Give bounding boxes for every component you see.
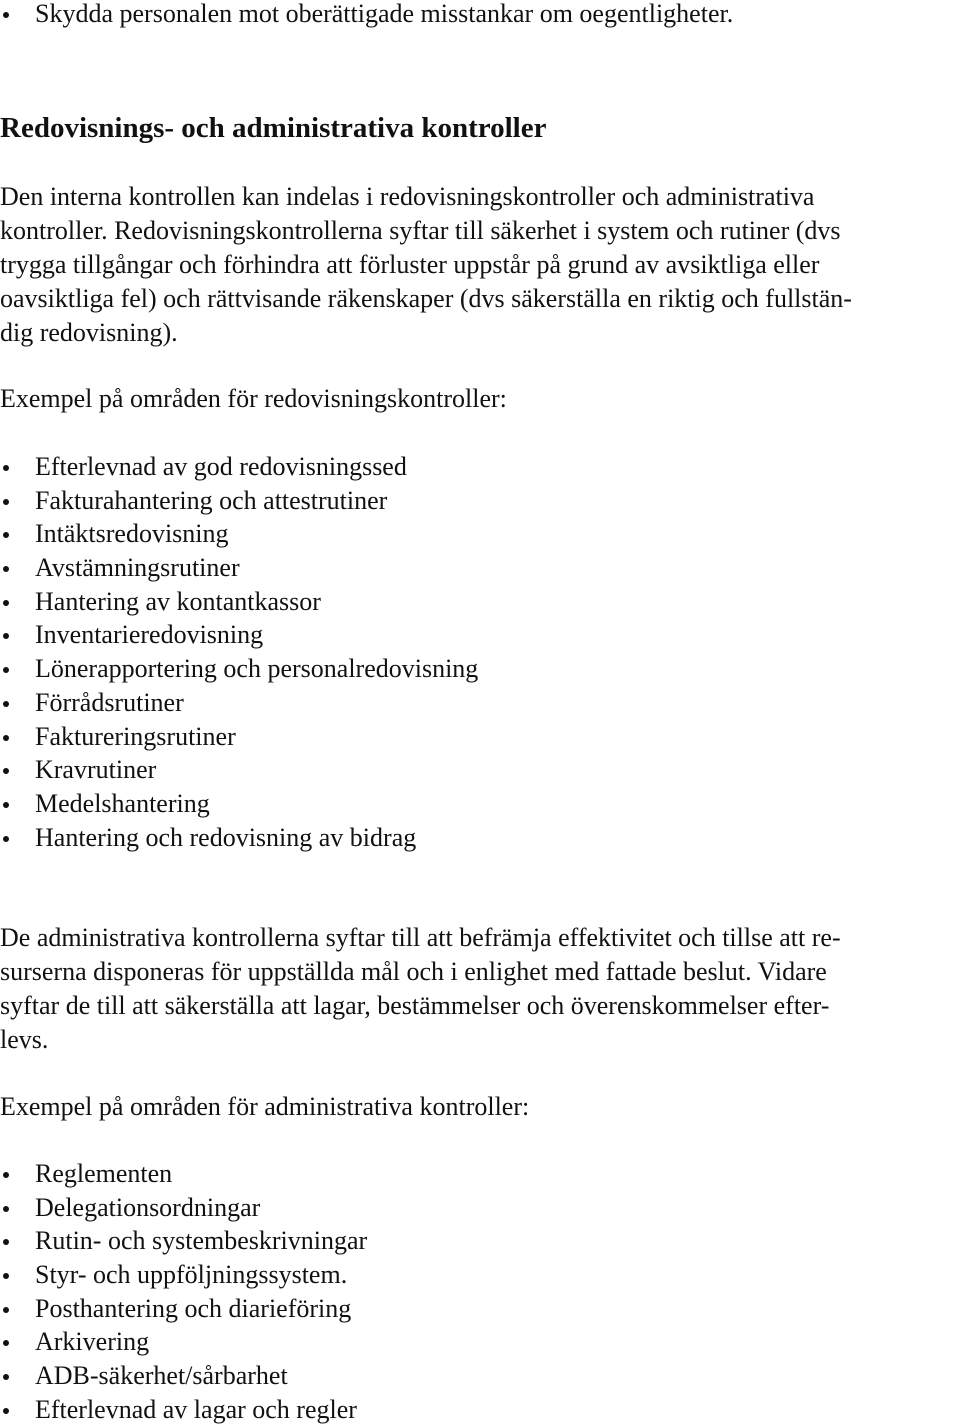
bullet-icon [3, 465, 9, 471]
list-item-text: Arkivering [35, 1327, 150, 1357]
bullet-icon [3, 768, 9, 774]
accounting-examples-label: Exempel på områden för redovisningskontroller: [0, 384, 507, 413]
list-item-text: Avstämningsrutiner [35, 553, 240, 583]
bullet-icon [3, 566, 9, 572]
bullet-icon [3, 1206, 9, 1212]
list-item-text: Rutin- och systembeskrivningar [35, 1226, 368, 1256]
list-item-text: Intäktsredovisning [35, 519, 229, 549]
bullet-icon [3, 802, 9, 808]
list-item-text: Förrådsrutiner [35, 687, 184, 717]
list-item-text: ADB-säkerhet/sårbarhet [35, 1361, 288, 1391]
list-item-text: Lönerapportering och personalredovisning [35, 654, 479, 684]
bullet-icon [3, 1172, 9, 1178]
paragraph-line: Den interna kontrollen kan indelas i redovisningskontroller och administrativa [0, 182, 815, 211]
paragraph-line: kontroller. Redovisningskontrollerna syftar till säkerhet i system och rutiner (dvs [0, 216, 841, 245]
bullet-icon [3, 12, 9, 18]
section-heading: Redovisnings- och administrativa kontroller [0, 112, 547, 144]
bullet-icon [3, 633, 9, 639]
admin-examples-label: Exempel på områden för administrativa kontroller: [0, 1092, 530, 1121]
paragraph-line: oavsiktliga fel) och rättvisande räkenskaper (dvs säkerställa en riktig och fullstän- [0, 284, 852, 313]
bullet-icon [3, 1340, 9, 1346]
list-item-text: Skydda personalen mot oberättigade misstankar om oegentligheter. [35, 0, 734, 28]
bullet-icon [3, 1307, 9, 1313]
list-item-text: Fakturahantering och attestrutiner [35, 485, 388, 515]
bullet-icon [3, 532, 9, 538]
paragraph-line: surserna disponeras för uppställda mål och i enlighet med fattade beslut. Vidare [0, 957, 827, 986]
list-item-text: Hantering av kontantkassor [35, 586, 321, 616]
bullet-icon [3, 600, 9, 606]
paragraph-line: dig redovisning). [0, 318, 178, 347]
bullet-icon [3, 1408, 9, 1414]
list-item-text: Styr- och uppföljningssystem. [35, 1260, 348, 1290]
list-item-text: Posthantering och diarieföring [35, 1293, 352, 1323]
list-item-text: Delegationsordningar [35, 1192, 261, 1222]
paragraph-line: levs. [0, 1025, 49, 1054]
list-item-text: Efterlevnad av lagar och regler [35, 1394, 357, 1424]
list-item-text: Faktureringsrutiner [35, 721, 236, 751]
list-item-text: Inventarieredovisning [35, 620, 264, 650]
paragraph-line: trygga tillgångar och förhindra att förluster uppstår på grund av avsiktliga eller [0, 250, 820, 279]
list-item-text: Hantering och redovisning av bidrag [35, 822, 417, 852]
bullet-icon [3, 499, 9, 505]
bullet-icon [3, 667, 9, 673]
bullet-icon [3, 735, 9, 741]
paragraph-line: syftar de till att säkerställa att lagar, bestämmelser och överenskommelser efter- [0, 991, 830, 1020]
bullet-icon [3, 1273, 9, 1279]
paragraph-line: De administrativa kontrollerna syftar till att befrämja effektivitet och tillse att re- [0, 923, 841, 952]
bullet-icon [3, 836, 9, 842]
list-item-text: Reglementen [35, 1159, 173, 1188]
bullet-icon [3, 1239, 9, 1245]
list-item-text: Medelshantering [35, 788, 210, 818]
list-item-text: Efterlevnad av god redovisningssed [35, 452, 407, 481]
bullet-icon [3, 701, 9, 707]
bullet-icon [3, 1374, 9, 1380]
list-item-text: Kravrutiner [35, 755, 157, 785]
